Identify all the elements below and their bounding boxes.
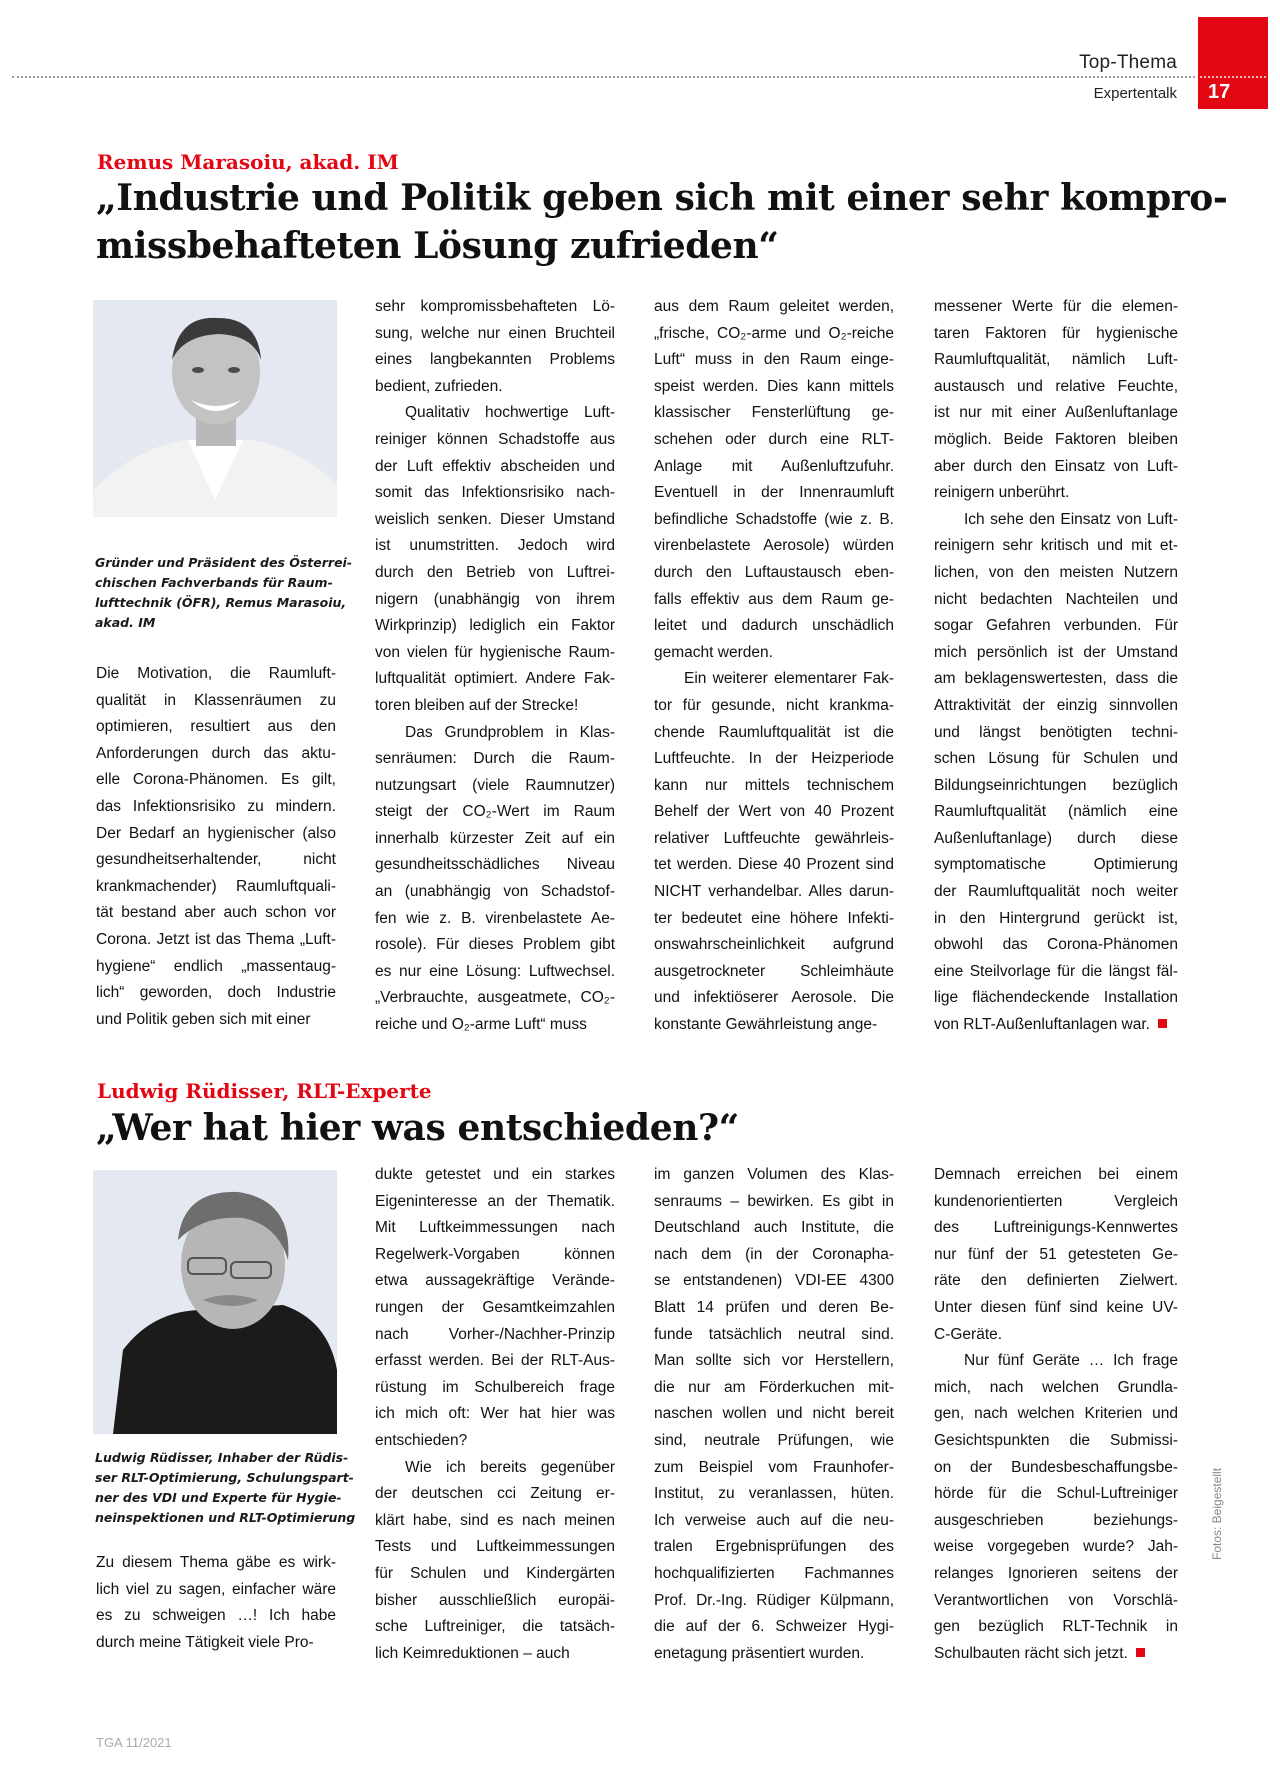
text-line: Verantwortlichen von Vorschlä- <box>934 1591 1178 1609</box>
text-line: Luftfeuchte. In der Heizperiode <box>654 750 894 768</box>
text-line: sehr kompromissbehafteten Lö- <box>375 298 615 315</box>
text-line: lich Keimreduktionen – auch <box>375 1644 570 1662</box>
text-line: Eventuell in der Innenraumluft <box>654 484 894 502</box>
caption-line: Ludwig Rüdisser, Inhaber der Rüdis- <box>95 1450 349 1465</box>
text-line: Attraktivität der einzig sinnvollen <box>934 696 1178 714</box>
text-line: luftqualität optimiert. Andere Fak- <box>375 670 615 688</box>
article2-author: Ludwig Rüdisser, RLT-Experte <box>97 1079 432 1103</box>
text-line: relativer Luftfeuchte gewährleis- <box>654 829 894 847</box>
text-line: konstante Gewährleistung ange- <box>654 1016 878 1034</box>
text-line: ist unumstritten. Jedoch wird <box>375 537 615 555</box>
text-line: speist werden. Dies kann mittels <box>654 377 894 395</box>
headline-line: missbehafteten Lösung zufrieden“ <box>96 225 779 267</box>
text-line: lich viel zu sagen, einfacher wäre <box>96 1580 336 1598</box>
text-line: austausch und relative Feuchte, <box>934 377 1178 395</box>
caption-line: lufttechnik (ÖFR), Remus Marasoiu, <box>95 595 347 610</box>
text-line: reiche und O₂-arme Luft“ muss <box>375 1016 587 1034</box>
text-line: ausgeschrieben beziehungs- <box>934 1511 1178 1529</box>
text-line: bedient, zufrieden. <box>375 377 503 395</box>
text-line: nach Vorher-/Nachher-Prinzip <box>375 1325 615 1343</box>
text-line: innerhalb kürzester Zeit auf ein <box>375 829 615 847</box>
text-line: weise vorgegeben wurde? Jah- <box>934 1538 1178 1556</box>
text-line: erfasst werden. Bei der RLT-Aus- <box>375 1352 615 1370</box>
text-line: Anlage mit Außenluftzufuhr. <box>654 457 894 475</box>
text-line: Raumluftqualität (nämlich eine <box>934 803 1178 821</box>
tab-dotted-rule <box>1200 76 1266 78</box>
article2-column-3 <box>654 1162 894 1667</box>
text-line: durch meine Tätigkeit viele Pro- <box>96 1633 314 1651</box>
article2-column-4 <box>934 1162 1178 1667</box>
text-line: und längst benötigten techni- <box>934 723 1178 741</box>
text-line: lich“ geworden, doch Industrie <box>96 984 336 1002</box>
text-line: gesundheitsschädliches Niveau <box>375 856 615 874</box>
text-line: Gesichtspunkten die Submissi- <box>934 1431 1178 1449</box>
text-line: räte den definierten Zielwert. <box>934 1272 1178 1290</box>
headline-line: „Industrie und Politik geben sich mit einer sehr kompro- <box>96 177 1228 219</box>
text-line: die nur am Förderkuchen mit- <box>654 1378 894 1396</box>
text-line: schen Lösung für Schulen und <box>934 750 1178 768</box>
text-line: und Politik geben sich mit einer <box>96 1010 311 1028</box>
text-line: taren Faktoren für hygienische <box>934 324 1178 342</box>
text-line: das Infektionsrisiko zu mindern. <box>96 797 336 815</box>
text-line: gemacht werden. <box>654 643 773 661</box>
article2-headline <box>96 1104 739 1152</box>
text-line: gesundheitserhaltender, nicht <box>96 851 336 869</box>
page-number-tab <box>1198 17 1268 109</box>
text-line: reinigern sehr kritisch und mit et- <box>934 537 1178 555</box>
article-end-mark-icon <box>1158 1019 1167 1028</box>
text-line: mich, nach welchen Grundla- <box>934 1378 1178 1396</box>
text-line: ist nur mit einer Außenluftanlage <box>934 404 1178 422</box>
text-line: Blatt 14 prüfen und deren Be- <box>654 1298 894 1316</box>
text-line: durch den Luftaustausch eben- <box>654 563 894 581</box>
text-line: von vielen für hygienische Raum- <box>375 643 615 661</box>
text-line: „frische, CO₂-arme und O₂-reiche <box>654 324 894 342</box>
text-line: Das Grundproblem in Klas- <box>405 723 615 741</box>
text-line: zum Beispiel vom Fraunhofer- <box>654 1458 894 1476</box>
text-line: tet werden. Diese 40 Prozent sind <box>654 856 894 874</box>
caption-line: akad. IM <box>95 615 156 630</box>
text-line: ich mich oft: Wer hat hier was <box>375 1405 615 1423</box>
text-line: tor für gesunde, nicht krankma- <box>654 696 894 714</box>
text-line: der deutschen cci Zeitung er- <box>375 1485 615 1503</box>
text-line: klärt habe, sind es nach meinen <box>375 1511 615 1529</box>
article1-column-4 <box>934 294 1178 1039</box>
text-line: lige flächendeckende Installation <box>934 989 1178 1007</box>
text-line: Mit Luftkeimmessungen nach <box>375 1219 615 1237</box>
text-line: optimieren, resultiert aus den <box>96 718 336 736</box>
text-line: nach dem (in der Coronapha- <box>654 1245 894 1263</box>
text-line: Institut, zu veranlassen, hüten. <box>654 1485 894 1503</box>
text-line: tät bestand aber auch schon vor <box>96 904 336 922</box>
article1-column-2 <box>375 294 615 1039</box>
text-line: Behelf der Wert von 40 Prozent <box>654 803 894 821</box>
text-line: für Schulen und Kindergärten <box>375 1564 615 1582</box>
section-title: Top-Thema <box>1079 52 1177 73</box>
text-line: aus dem Raum geleitet werden, <box>654 298 894 315</box>
text-line: Wie ich bereits gegenüber <box>405 1458 615 1476</box>
article2-column-2 <box>375 1162 615 1667</box>
caption-line: ner des VDI und Experte für Hygie- <box>95 1490 342 1505</box>
text-line: Außenluftanlage) durch diese <box>934 829 1178 847</box>
text-line: des Luftreinigungs-Kennwertes <box>934 1219 1178 1237</box>
text-line: von RLT-Außenluftanlagen war. <box>934 1012 1178 1039</box>
text-line: rungen der Gesamtkeimzahlen <box>375 1298 615 1316</box>
text-line: an (unabhängig von Schadstof- <box>375 883 615 901</box>
caption-line: neinspektionen und RLT-Optimierung <box>95 1510 356 1525</box>
article2-column-1 <box>96 1550 336 1656</box>
text-line: reinigern unberührt. <box>934 484 1070 502</box>
text-line: Schulbauten rächt sich jetzt. <box>934 1641 1178 1668</box>
text-line: es zu schweigen …! Ich habe <box>96 1607 336 1625</box>
text-line: gen bezüglich RLT-Technik in <box>934 1618 1178 1636</box>
text-line: eines langbekannten Problems <box>375 351 615 369</box>
article1-headline <box>96 174 1227 270</box>
text-line: bisher ausschließlich europäi- <box>375 1591 615 1609</box>
text-line: schehen oder durch eine RLT- <box>654 430 894 448</box>
text-line: obwohl das Corona-Phänomen <box>934 936 1178 954</box>
text-line: senraums – bewirken. Es gibt in <box>654 1192 894 1210</box>
text-line: Raumluftqualität, nämlich Luft- <box>934 351 1178 369</box>
text-line: Regelwerk-Vorgaben können <box>375 1245 615 1263</box>
section-subtitle: Expertentalk <box>1093 85 1177 102</box>
article1-author-photo <box>93 300 337 517</box>
text-line: nigern (unabhängig von ihrem <box>375 590 615 608</box>
text-line: falls effektiv aus dem Raum ge- <box>654 590 894 608</box>
text-line: klassischer Fensterlüftung ge- <box>654 404 894 422</box>
header-dotted-rule <box>12 76 1195 78</box>
text-line: Die Motivation, die Raumluft- <box>96 665 336 682</box>
text-line: Anforderungen durch das aktu- <box>96 744 336 762</box>
text-line: se entstandenen) VDI-EE 4300 <box>654 1272 894 1290</box>
text-line: nicht bedachten Nachteilen und <box>934 590 1178 608</box>
text-line: NICHT verhandelbar. Alles darun- <box>654 883 894 901</box>
text-line: etwa aussagekräftige Verände- <box>375 1272 615 1290</box>
text-line: toren bleiben auf der Strecke! <box>375 696 579 714</box>
text-line: Qualitativ hochwertige Luft- <box>405 404 615 422</box>
text-line: chende Raumluftqualität ist die <box>654 723 894 741</box>
text-line: on der Bundesbeschaffungsbe- <box>934 1458 1178 1476</box>
text-line: relanges Ignorieren seitens der <box>934 1564 1178 1582</box>
text-line: hörde für die Schul-Luftreiniger <box>934 1485 1178 1503</box>
text-line: krankmachender) Raumluftquali- <box>96 877 336 895</box>
text-line: am beklagenswertesten, dass die <box>934 670 1178 688</box>
text-line: naschen wollen und nicht bereit <box>654 1405 894 1423</box>
text-line: lichen, von den meisten Nutzern <box>934 563 1178 581</box>
text-line: eine Steilvorlage für die längst fäl- <box>934 962 1178 980</box>
text-line: Eigeninteresse an der Thematik. <box>375 1192 615 1210</box>
article2-author-photo <box>93 1170 337 1434</box>
caption-line: chischen Fachverbands für Raum- <box>95 575 333 590</box>
text-line: gen, nach welchen Kriterien und <box>934 1405 1178 1423</box>
text-line: hochqualifizierten Fachmannes <box>654 1564 894 1582</box>
text-line: messener Werte für die elemen- <box>934 298 1178 315</box>
caption-line: ser RLT-Optimierung, Schulungspart- <box>95 1470 354 1485</box>
photo-credit: Fotos: Beigestellt <box>1210 1467 1224 1560</box>
text-line: qualität in Klassenräumen zu <box>96 691 336 709</box>
text-line: enetagung präsentiert wurden. <box>654 1644 865 1662</box>
text-line: hygiene“ endlich „massentaug- <box>96 957 336 975</box>
text-line: die auf der 6. Schweizer Hygi- <box>654 1618 894 1636</box>
text-line: tralen Ergebnisprüfungen des <box>654 1538 894 1556</box>
text-line: es nur eine Lösung: Luftwechsel. <box>375 962 615 980</box>
text-line: Zu diesem Thema gäbe es wirk- <box>96 1554 336 1571</box>
text-line: Man sollte sich vor Herstellern, <box>654 1352 894 1370</box>
text-line: Deutschland auch Institute, die <box>654 1219 894 1237</box>
text-line: möglich. Beide Faktoren bleiben <box>934 430 1178 448</box>
text-line: entschieden? <box>375 1431 468 1449</box>
text-line: kann nur mittels technischem <box>654 776 894 794</box>
text-line: mich persönlich ist der Umstand <box>934 643 1178 661</box>
text-line: ter bedeutet eine höhere Infekti- <box>654 909 894 927</box>
text-line: funde tatsächlich neutral sind. <box>654 1325 894 1343</box>
text-line: steigt der CO₂-Wert im Raum <box>375 803 615 821</box>
text-line: virenbelastete Aerosole) würden <box>654 537 894 555</box>
text-line: Wirkprinzip) lediglich ein Faktor <box>375 617 615 635</box>
text-line: aber durch den Einsatz von Luft- <box>934 457 1178 475</box>
text-line: somit das Infektionsrisiko nach- <box>375 484 615 502</box>
text-line: kundenorientierten Vergleich <box>934 1192 1178 1210</box>
text-line: senräumen: Durch die Raum- <box>375 750 615 768</box>
article2-photo-caption <box>95 1448 356 1528</box>
text-line: Demnach erreichen bei einem <box>934 1166 1178 1183</box>
text-line: Nur fünf Geräte … Ich frage <box>964 1352 1178 1370</box>
text-line: Unter diesen fünf sind keine UV- <box>934 1298 1178 1316</box>
text-line: Ich sehe den Einsatz von Luft- <box>964 510 1178 528</box>
text-line: symptomatische Optimierung <box>934 856 1178 874</box>
text-line: Ich verweise auch auf die neu- <box>654 1511 894 1529</box>
text-line: befindliche Schadstoffe (wie z. B. <box>654 510 894 528</box>
article-end-mark-icon <box>1136 1648 1145 1657</box>
text-line: Bildungseinrichtungen bezüglich <box>934 776 1178 794</box>
text-line: weislich senken. Dieser Umstand <box>375 510 615 528</box>
article1-column-3 <box>654 294 894 1039</box>
text-line: leitet und dadurch unschädlich <box>654 617 894 635</box>
text-line: rüstung im Schulbereich frage <box>375 1378 615 1396</box>
text-line: im ganzen Volumen des Klas- <box>654 1166 894 1183</box>
text-line: „Verbrauchte, ausgeatmete, CO₂- <box>375 989 615 1007</box>
headline-line: „Wer hat hier was entschieden?“ <box>96 1107 739 1149</box>
text-line: Der Bedarf an hygienischer (also <box>96 824 336 842</box>
text-line: reiniger können Schadstoffe aus <box>375 430 615 448</box>
text-line: und infektiöserer Aerosole. Die <box>654 989 894 1007</box>
text-line: Prof. Dr.-Ing. Rüdiger Külpmann, <box>654 1591 894 1609</box>
text-line: elle Corona-Phänomen. Es gilt, <box>96 771 336 789</box>
portrait-man-smiling-icon <box>93 300 337 517</box>
text-line: dukte getestet und ein starkes <box>375 1166 615 1183</box>
portrait-man-glasses-icon <box>93 1170 337 1434</box>
text-line: sogar Gefahren verbunden. Für <box>934 617 1178 635</box>
text-line: onswahrscheinlichkeit aufgrund <box>654 936 894 954</box>
footer-issue: TGA 11/2021 <box>96 1735 172 1750</box>
text-line: der Luft effektiv abscheiden und <box>375 457 615 475</box>
caption-line: Gründer und Präsident des Österrei- <box>95 555 353 570</box>
text-line: fen wie z. B. virenbelastete Ae- <box>375 909 615 927</box>
text-line: Ein weiterer elementarer Fak- <box>684 670 894 688</box>
text-line: nur fünf der 51 getesteten Ge- <box>934 1245 1178 1263</box>
text-line: der Raumluftqualität noch weiter <box>934 883 1178 901</box>
text-line: nutzungsart (viele Raumnutzer) <box>375 776 615 794</box>
text-line: sind, neutrale Prüfungen, wie <box>654 1431 894 1449</box>
text-line: ausgetrockneter Schleimhäute <box>654 962 894 980</box>
text-line: sche Luftreiniger, die tatsäch- <box>375 1618 615 1636</box>
text-line: sung, welche nur einen Bruchteil <box>375 324 615 342</box>
article1-photo-caption <box>95 553 353 633</box>
text-line: Tests und Luftkeimmessungen <box>375 1538 615 1556</box>
page-number: 17 <box>1208 81 1231 103</box>
article1-author: Remus Marasoiu, akad. IM <box>97 150 399 174</box>
article1-column-1 <box>96 661 336 1033</box>
text-line: C-Geräte. <box>934 1325 1003 1343</box>
text-line: in den Hintergrund gerückt ist, <box>934 909 1178 927</box>
text-line: Corona. Jetzt ist das Thema „Luft- <box>96 930 336 948</box>
text-line: durch den Betrieb von Luftrei- <box>375 563 615 581</box>
text-line: Luft“ muss in den Raum einge- <box>654 351 894 369</box>
text-line: rosole). Für dieses Problem gibt <box>375 936 615 954</box>
